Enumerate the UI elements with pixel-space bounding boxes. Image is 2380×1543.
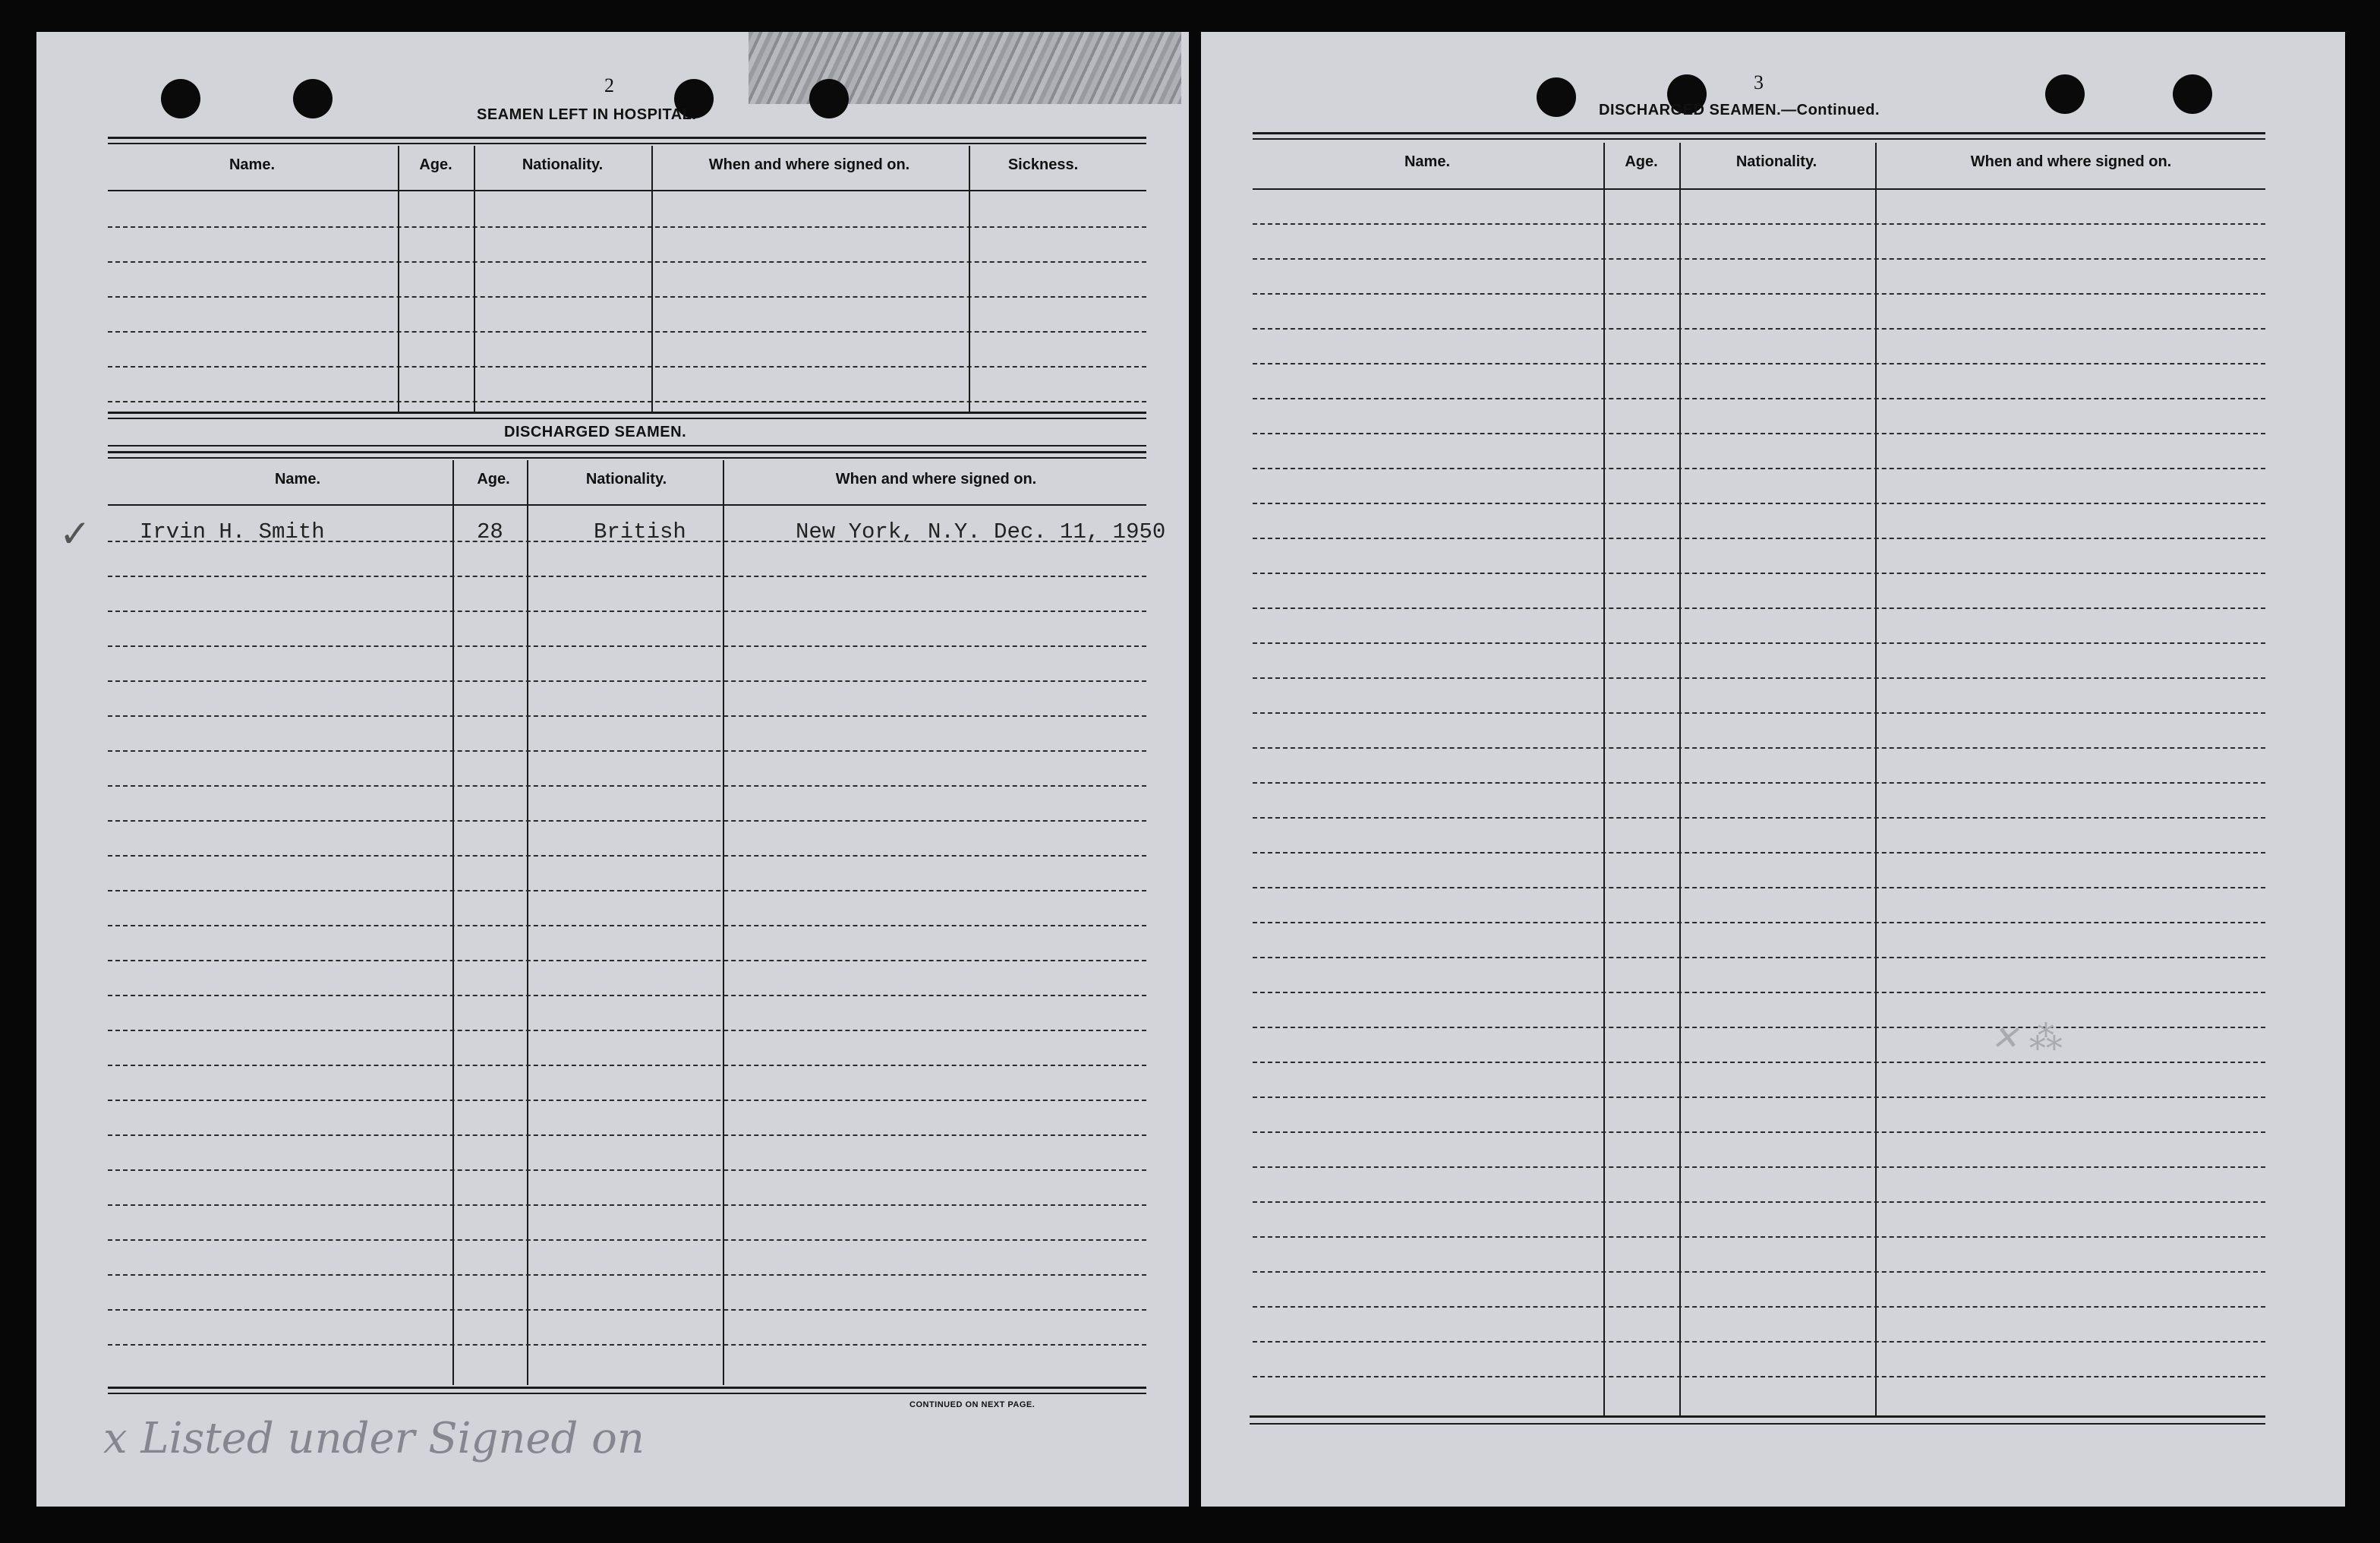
page-number: 3 [1754,71,1764,93]
column-divider [651,146,653,412]
dotted-row [108,1100,1146,1101]
dotted-row [108,1239,1146,1241]
col-header-sickness: Sickness. [1007,156,1079,173]
seaman-signed-on: New York, N.Y. Dec. 11, 1950 [796,519,1166,544]
dotted-row [1253,1236,2265,1238]
right-page [1201,32,2345,1507]
rule [108,457,1146,459]
dotted-row [108,1309,1146,1311]
dotted-row [108,1065,1146,1066]
dotted-row [1253,887,2265,888]
dotted-row [1253,1201,2265,1203]
column-divider [1603,143,1605,1415]
dotted-row [1253,712,2265,714]
col-header-signed-on: When and where signed on. [1970,153,2172,170]
dotted-row [108,820,1146,822]
rule [1253,188,2265,190]
dotted-row [108,890,1146,891]
dotted-row [1253,398,2265,399]
dotted-row [108,715,1146,717]
dotted-row [1253,1271,2265,1273]
dotted-row [1253,258,2265,260]
hospital-section-title: SEAMEN LEFT IN HOSPITAL. [477,106,697,123]
col-header-signed-on: When and where signed on. [835,471,1037,488]
dotted-row [108,1344,1146,1346]
dotted-row [1253,468,2265,469]
dotted-row [1253,747,2265,749]
dotted-row [1253,1027,2265,1028]
discharged-section-title: DISCHARGED SEAMEN. [504,424,687,440]
col-header-signed-on: When and where signed on. [708,156,910,173]
col-header-name: Name. [229,156,276,173]
dotted-row [1253,607,2265,609]
column-divider [527,460,528,1385]
dotted-row [1253,642,2265,644]
punch-hole [1537,77,1576,117]
dotted-row [1253,957,2265,958]
punch-hole [161,79,200,118]
seaman-nationality: British [594,519,686,544]
left-page [36,32,1189,1507]
rule [108,504,1146,506]
dotted-row [1253,852,2265,854]
seaman-name: Irvin H. Smith [140,519,325,544]
dotted-row [108,680,1146,682]
faint-stamp: ✕ ⁂ [1991,1019,2063,1058]
col-header-age: Age. [477,471,510,488]
dotted-row [108,1134,1146,1136]
dotted-row [1253,817,2265,819]
dotted-row [1253,433,2265,434]
rule [1250,1415,2265,1418]
dotted-row [108,750,1146,752]
column-divider [969,146,970,412]
dotted-row [108,925,1146,926]
dotted-row [108,1169,1146,1171]
dotted-row [108,226,1146,228]
col-header-age: Age. [1625,153,1658,170]
dotted-row [108,401,1146,402]
dotted-row [1253,1306,2265,1308]
dotted-row [1253,538,2265,539]
dotted-row [108,366,1146,368]
section-title: DISCHARGED SEAMEN.—Continued. [1599,102,1880,118]
dotted-row [1253,363,2265,364]
col-header-nationality: Nationality. [522,156,604,173]
rule [1253,132,2265,134]
dotted-row [1253,293,2265,295]
rule [108,445,1146,446]
dotted-row [1253,992,2265,993]
dotted-row [1253,328,2265,330]
rule [108,143,1146,144]
dotted-row [108,1030,1146,1031]
punch-hole [293,79,333,118]
col-header-name: Name. [274,471,321,488]
column-divider [398,146,399,412]
rule [108,190,1146,191]
dotted-row [1253,573,2265,574]
column-divider [1875,143,1877,1415]
dotted-row [108,261,1146,263]
continued-note: CONTINUED ON NEXT PAGE. [909,1400,1036,1409]
dotted-row [1253,1097,2265,1098]
punch-hole [809,79,849,118]
dotted-row [108,1204,1146,1206]
col-header-name: Name. [1404,153,1451,170]
seaman-age: 28 [477,519,503,544]
dotted-row [108,1274,1146,1276]
dotted-row [1253,223,2265,225]
dotted-row [108,960,1146,961]
page-number: 2 [604,74,614,96]
dotted-row [1253,1376,2265,1377]
column-divider [1679,143,1681,1415]
col-header-nationality: Nationality. [1735,153,1817,170]
column-divider [452,460,454,1385]
rule [1253,138,2265,140]
dotted-row [1253,1131,2265,1133]
rule [108,137,1146,139]
dotted-row [108,645,1146,647]
dotted-row [108,855,1146,857]
dotted-row [108,785,1146,787]
column-divider [474,146,475,412]
rule [108,412,1146,414]
dotted-row [108,541,1146,542]
dotted-row [108,576,1146,577]
rule [108,418,1146,419]
dotted-row [1253,922,2265,923]
rule [108,1393,1146,1394]
handwritten-note: x Listed under Signed on [103,1414,645,1463]
dotted-row [108,611,1146,612]
rule [108,451,1146,453]
dotted-row [108,296,1146,298]
rule [108,1387,1146,1389]
punch-hole [2173,74,2212,114]
dotted-row [1253,503,2265,504]
column-divider [723,460,724,1385]
dotted-row [1253,1062,2265,1063]
dotted-row [1253,1341,2265,1343]
dotted-row [1253,677,2265,679]
dotted-row [108,995,1146,996]
col-header-age: Age. [419,156,452,173]
check-mark-icon: ✓ [59,513,91,555]
col-header-nationality: Nationality. [585,471,667,488]
dotted-row [1253,782,2265,784]
punch-hole [2045,74,2085,114]
dotted-row [1253,1166,2265,1168]
rule [1250,1423,2265,1425]
dotted-row [108,331,1146,333]
